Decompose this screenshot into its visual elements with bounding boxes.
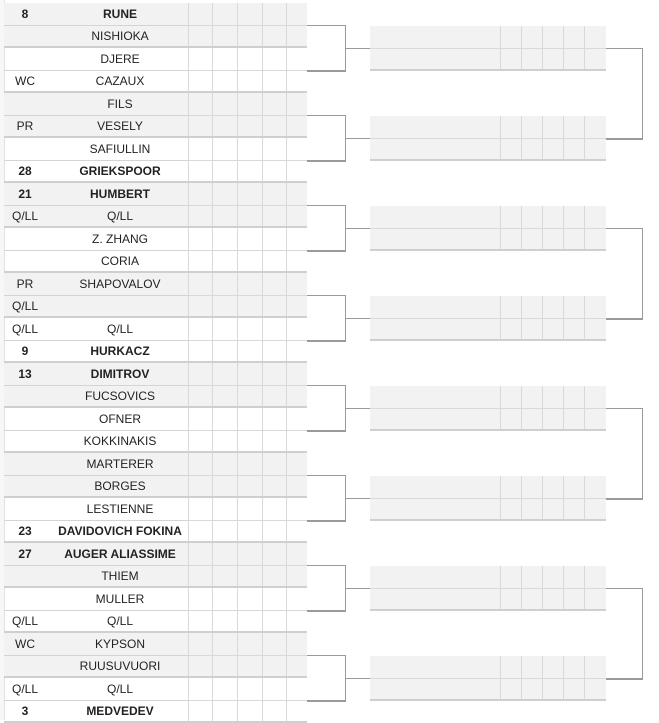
player-row[interactable]	[4, 183, 188, 205]
score-row-divider	[188, 520, 307, 521]
score-row-divider	[188, 115, 307, 116]
score-row-divider	[188, 295, 307, 296]
player-name: MEDVEDEV	[86, 704, 154, 718]
score-grid	[188, 228, 307, 273]
match-1	[4, 3, 307, 48]
score-grid	[188, 138, 307, 183]
score-row-divider	[188, 160, 307, 161]
score-column	[500, 566, 501, 611]
score-grid	[188, 183, 307, 228]
score-column	[500, 26, 501, 71]
score-grid	[188, 498, 307, 543]
player-row[interactable]	[4, 295, 188, 317]
score-row-divider	[188, 475, 307, 476]
seed-label: 9	[21, 344, 29, 358]
score-grid	[188, 408, 307, 453]
seed-label: Q/LL	[11, 682, 38, 696]
score-row-divider	[188, 565, 307, 566]
slot-divider	[370, 609, 606, 611]
seed-label: 21	[18, 187, 32, 201]
player-row[interactable]	[4, 70, 188, 92]
score-column	[584, 386, 585, 431]
row-divider	[4, 430, 188, 431]
seed-label: 28	[18, 164, 32, 178]
row-divider	[4, 385, 188, 386]
score-column	[542, 116, 543, 161]
match-16	[4, 678, 307, 723]
score-row-divider	[188, 430, 307, 431]
row-divider	[4, 520, 188, 521]
player-name: LESTIENNE	[86, 502, 154, 516]
round2-slot[interactable]	[370, 296, 606, 341]
match-8	[4, 318, 307, 363]
player-row[interactable]	[4, 678, 188, 700]
slot-row-divider	[370, 678, 606, 679]
player-name: Q/LL	[106, 209, 133, 223]
player-name: NISHIOKA	[91, 29, 149, 43]
player-row[interactable]	[4, 655, 188, 677]
score-grid	[188, 363, 307, 408]
bracket-connector	[606, 48, 643, 140]
score-column	[542, 386, 543, 431]
score-column	[542, 656, 543, 701]
round2-slot[interactable]	[370, 566, 606, 611]
player-name: THIEM	[101, 569, 139, 583]
match-13	[4, 543, 307, 588]
match-9	[4, 363, 307, 408]
player-row[interactable]	[4, 48, 188, 70]
player-row[interactable]	[4, 588, 188, 610]
row-divider	[4, 160, 188, 161]
score-column	[521, 566, 522, 611]
player-row[interactable]	[4, 340, 188, 362]
player-name: Z. ZHANG	[92, 232, 148, 246]
player-row[interactable]	[4, 543, 188, 565]
row-divider	[4, 655, 188, 656]
player-name: RUNE	[102, 7, 137, 21]
player-name: SHAPOVALOV	[79, 277, 161, 291]
score-row-divider	[188, 385, 307, 386]
player-row[interactable]	[4, 25, 188, 47]
player-row[interactable]	[4, 250, 188, 272]
slot-row-divider	[370, 498, 606, 499]
score-row-divider	[188, 205, 307, 206]
score-column	[584, 656, 585, 701]
player-row[interactable]	[4, 3, 188, 25]
score-column	[521, 296, 522, 341]
bracket-connector	[307, 205, 346, 252]
score-grid	[188, 273, 307, 318]
slot-divider	[370, 519, 606, 521]
match-12	[4, 498, 307, 543]
match-2	[4, 48, 307, 93]
player-row[interactable]	[4, 138, 188, 160]
bracket-line	[346, 48, 370, 49]
bracket-line	[346, 318, 370, 319]
player-row[interactable]	[4, 228, 188, 250]
player-row[interactable]	[4, 318, 188, 340]
seed-label: Q/LL	[11, 209, 38, 223]
player-row[interactable]	[4, 408, 188, 430]
player-row[interactable]	[4, 385, 188, 407]
score-column	[563, 566, 564, 611]
player-row[interactable]	[4, 498, 188, 520]
bracket-connector	[307, 295, 346, 342]
player-name: CORIA	[100, 254, 139, 268]
player-row[interactable]	[4, 93, 188, 115]
score-row-divider	[188, 70, 307, 71]
player-name: HURKACZ	[90, 344, 150, 358]
seed-label: Q/LL	[11, 614, 38, 628]
score-column	[521, 386, 522, 431]
score-column	[542, 566, 543, 611]
player-name: GRIEKSPOOR	[79, 164, 161, 178]
score-column	[542, 206, 543, 251]
bracket-connector	[307, 475, 346, 522]
player-name: MULLER	[95, 592, 145, 606]
score-column	[563, 26, 564, 71]
slot-divider	[370, 339, 606, 341]
player-row[interactable]	[4, 633, 188, 655]
player-row[interactable]	[4, 273, 188, 295]
player-row[interactable]	[4, 160, 188, 182]
score-grid	[188, 453, 307, 498]
player-row[interactable]	[4, 453, 188, 475]
player-name: KYPSON	[94, 637, 145, 651]
player-name: Q/LL	[106, 614, 133, 628]
bracket-line	[346, 228, 370, 229]
player-row[interactable]	[4, 363, 188, 385]
match-11	[4, 453, 307, 498]
score-grid	[188, 3, 307, 48]
slot-row-divider	[370, 228, 606, 229]
row-divider	[4, 475, 188, 476]
row-divider	[4, 115, 188, 116]
bracket-connector	[606, 228, 643, 320]
player-name: CAZAUX	[95, 74, 145, 88]
player-name: VESELY	[97, 119, 143, 133]
match-6	[4, 228, 307, 273]
player-row[interactable]	[4, 430, 188, 452]
seed-label: 3	[21, 704, 29, 718]
player-name: DIMITROV	[90, 367, 150, 381]
score-column	[584, 116, 585, 161]
player-name: RUUSUVUORI	[79, 659, 161, 673]
player-row[interactable]	[4, 520, 188, 542]
round2-slot[interactable]	[370, 476, 606, 521]
row-divider	[4, 700, 188, 701]
player-name: MARTERER	[86, 457, 154, 471]
seed-label: WC	[15, 74, 35, 88]
score-column	[500, 476, 501, 521]
seed-label: 23	[18, 524, 32, 538]
score-column	[584, 476, 585, 521]
player-name: DAVIDOVICH FOKINA	[58, 524, 182, 538]
score-row-divider	[188, 700, 307, 701]
player-name: OFNER	[99, 412, 141, 426]
score-column	[521, 116, 522, 161]
score-column	[542, 296, 543, 341]
slot-row-divider	[370, 138, 606, 139]
bracket-connector	[307, 565, 346, 612]
player-row[interactable]	[4, 700, 188, 722]
slot-row-divider	[370, 318, 606, 319]
bracket-line	[346, 408, 370, 409]
score-column	[500, 386, 501, 431]
bracket-connector	[307, 25, 346, 72]
round2-slot[interactable]	[370, 116, 606, 161]
row-divider	[4, 25, 188, 26]
score-column	[500, 656, 501, 701]
score-column	[584, 206, 585, 251]
seed-label: PR	[16, 119, 34, 133]
match-7	[4, 273, 307, 318]
score-column	[521, 206, 522, 251]
score-column	[563, 296, 564, 341]
player-name: Q/LL	[106, 322, 133, 336]
score-column	[563, 386, 564, 431]
row-divider	[4, 610, 188, 611]
row-divider	[4, 295, 188, 296]
slot-divider	[370, 159, 606, 161]
score-column	[542, 476, 543, 521]
player-row[interactable]	[4, 115, 188, 137]
score-grid	[188, 678, 307, 723]
score-column	[563, 476, 564, 521]
score-column	[584, 566, 585, 611]
score-grid	[188, 633, 307, 678]
player-name: FUCSOVICS	[84, 389, 155, 403]
row-divider	[4, 250, 188, 251]
row-divider	[4, 205, 188, 206]
slot-divider	[370, 69, 606, 71]
round2-slot[interactable]	[370, 386, 606, 431]
score-column	[521, 656, 522, 701]
score-grid	[188, 48, 307, 93]
bracket-line	[346, 498, 370, 499]
player-name: BORGES	[94, 479, 146, 493]
score-grid	[188, 93, 307, 138]
match-10	[4, 408, 307, 453]
player-name: SAFIULLIN	[89, 142, 151, 156]
seed-label: 13	[18, 367, 32, 381]
score-column	[500, 116, 501, 161]
player-row[interactable]	[4, 475, 188, 497]
score-row-divider	[188, 610, 307, 611]
player-row[interactable]	[4, 205, 188, 227]
score-column	[563, 116, 564, 161]
seed-label: 27	[18, 547, 32, 561]
player-name: KOKKINAKIS	[83, 434, 157, 448]
match-4	[4, 138, 307, 183]
seed-label: 8	[21, 7, 29, 21]
match-14	[4, 588, 307, 633]
score-column	[563, 656, 564, 701]
match-5	[4, 183, 307, 228]
bracket-connector	[307, 385, 346, 432]
player-name: Q/LL	[106, 682, 133, 696]
bracket-line	[346, 138, 370, 139]
player-row[interactable]	[4, 610, 188, 632]
score-column	[542, 26, 543, 71]
player-name: FILS	[107, 97, 133, 111]
score-column	[563, 206, 564, 251]
score-row-divider	[188, 25, 307, 26]
match-15	[4, 633, 307, 678]
row-divider	[4, 340, 188, 341]
seed-label: WC	[15, 637, 35, 651]
score-column	[584, 26, 585, 71]
score-row-divider	[188, 655, 307, 656]
score-column	[500, 206, 501, 251]
slot-divider	[370, 429, 606, 431]
score-column	[500, 296, 501, 341]
seed-label: Q/LL	[11, 299, 38, 313]
bracket-connector	[606, 408, 643, 500]
score-column	[521, 476, 522, 521]
bracket-connector	[307, 115, 346, 162]
score-row-divider	[188, 250, 307, 251]
seed-label: Q/LL	[11, 322, 38, 336]
bracket-line	[346, 588, 370, 589]
bracket-connector	[606, 588, 643, 680]
score-column	[521, 26, 522, 71]
slot-row-divider	[370, 408, 606, 409]
score-grid	[188, 543, 307, 588]
match-3	[4, 93, 307, 138]
slot-divider	[370, 249, 606, 251]
score-column	[584, 296, 585, 341]
slot-divider	[370, 699, 606, 701]
player-name: AUGER ALIASSIME	[64, 547, 176, 561]
bracket-line	[346, 678, 370, 679]
score-grid	[188, 318, 307, 363]
round2-slot[interactable]	[370, 206, 606, 251]
player-name: DJERE	[100, 52, 140, 66]
row-divider	[4, 565, 188, 566]
round2-slot[interactable]	[370, 26, 606, 71]
slot-row-divider	[370, 48, 606, 49]
bracket-connector	[307, 655, 346, 702]
score-row-divider	[188, 340, 307, 341]
score-grid	[188, 588, 307, 633]
seed-label: PR	[16, 277, 34, 291]
round2-slot[interactable]	[370, 656, 606, 701]
slot-row-divider	[370, 588, 606, 589]
player-row[interactable]	[4, 565, 188, 587]
row-divider	[4, 70, 188, 71]
player-name: HUMBERT	[90, 187, 150, 201]
